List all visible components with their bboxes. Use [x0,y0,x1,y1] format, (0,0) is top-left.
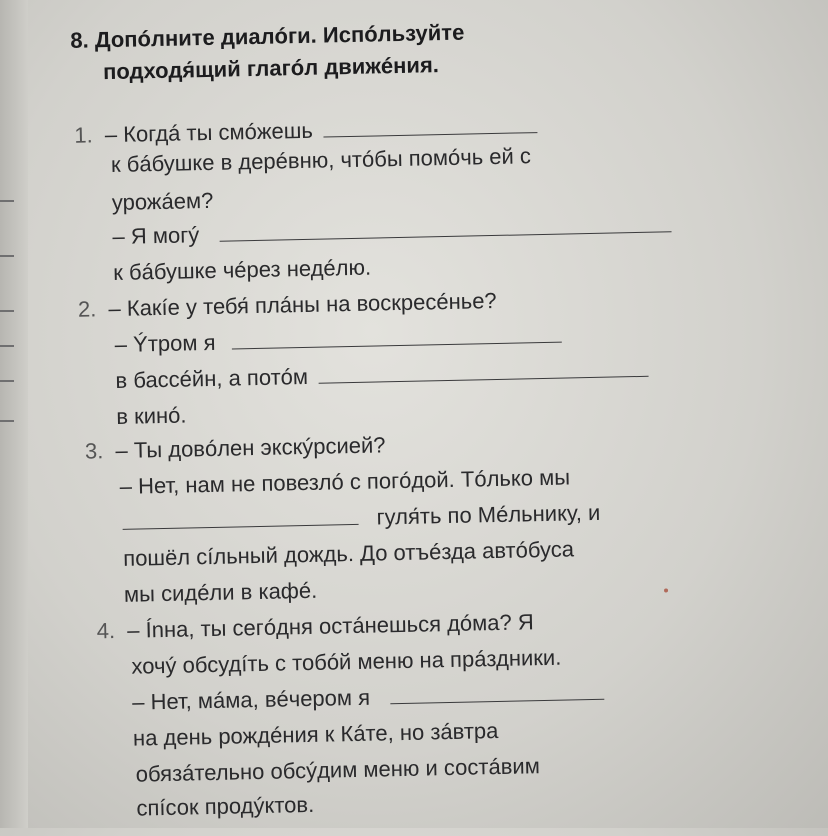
dialog-1-line: к бáбушке в дерéвню, чтóбы помóчь ей с [110,143,532,177]
dialog-3-line: – Нет, нам не повезлó с погóдой. Тóлько мы [119,464,571,499]
dialog-4-line: на день рождéния к Кáте, но зáвтра [132,718,499,751]
answer-blank[interactable] [231,326,561,350]
dialog-3-line: пошёл сíльный дождь. До отъéзда автóбуса [122,536,575,571]
dialog-number: 3. [84,438,104,464]
dialog-3-line [122,500,600,536]
dialog-1-line: к бáбушке чéрез недéлю. [113,254,372,285]
dialog-1-line [112,212,671,250]
dialog-text: – Нет, мáма, вéчером я [132,684,371,715]
dialog-4-line: спíсок продýктов. [136,791,315,821]
dialog-1-line [74,113,537,149]
dialog-number: 4. [96,618,116,644]
dialog-2-line [78,288,497,323]
dialog-text: гуля́ть по Мéльнику, и [376,499,601,530]
answer-blank[interactable] [318,360,648,384]
dialog-text: – Я могý [112,222,200,249]
dialog-2-line [115,323,562,358]
dialog-4-line [132,680,604,716]
dialog-3-line [85,432,386,464]
answer-blank[interactable] [219,215,671,241]
dialog-text: – Ты довóлен экскýрсией? [115,432,386,463]
dialog-2-line [115,357,648,394]
dialog-number: 1. [74,122,94,148]
answer-blank[interactable] [323,116,537,137]
task-heading-line: 8. Допóлните диалóги. Испóльзуйте [70,19,465,53]
dialog-number: 2. [77,296,97,322]
dialog-text: – Когдá ты смóжешь [104,117,314,148]
dialog-4-line: хочý обсудíть с тобóй меню на прáздники. [131,644,562,679]
dialog-text: – Ýтром я [114,329,216,357]
dialog-text: – Ínна, ты сегóдня остáнешься дóма? Я [126,609,534,643]
dialog-1-line: урожáем? [111,187,214,215]
answer-blank[interactable] [390,683,604,704]
dialog-3-line: мы сидéли в кафé. [123,577,318,607]
dialog-4-line [97,609,534,644]
paper-speck [664,588,668,592]
dialog-2-line: в кинó. [116,402,187,429]
task-heading [70,17,465,89]
dialog-text: – Какíе у тебя́ плáны на воскресéнье? [108,287,497,322]
dialog-text: в бассéйн, а потóм [115,363,309,393]
answer-blank[interactable] [122,508,358,530]
task-heading-line: подходя́щий глагóл движéния. [102,52,440,85]
dialog-4-line: обязáтельно обсýдим меню и состáвим [135,753,541,787]
